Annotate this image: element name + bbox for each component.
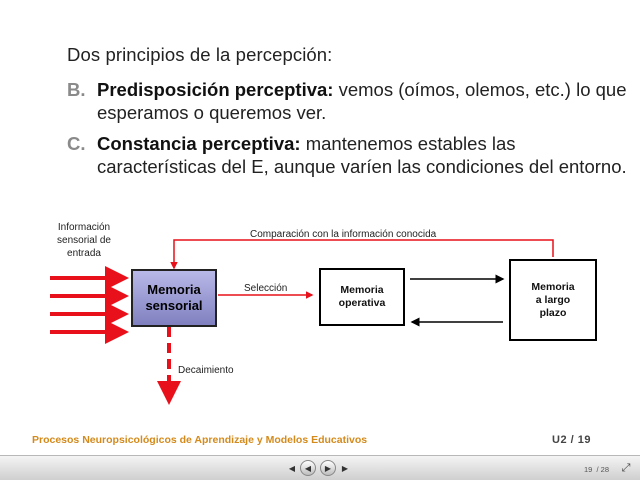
box-label-line: a largo <box>535 293 571 306</box>
player-bar <box>0 455 640 480</box>
input-label-line: sensorial de <box>57 235 111 246</box>
counter-current: 19 <box>584 465 593 474</box>
next-icon[interactable]: ▶ <box>320 460 336 476</box>
fullscreen-icon[interactable]: ⤢ <box>621 462 631 474</box>
selection-label: Selección <box>244 283 288 294</box>
previous-icon[interactable]: ◀ <box>300 460 316 476</box>
box-label-line: Memoria <box>340 284 384 296</box>
principle-b-letter: B. <box>67 79 86 100</box>
slide-page-label: U2 / 19 <box>552 434 591 446</box>
input-label-line: Información <box>57 222 111 233</box>
skip-last-icon[interactable]: ▶ <box>341 463 349 473</box>
box-label-line: Memoria <box>531 280 575 293</box>
long-term-memory-box <box>509 259 597 341</box>
slide-counter <box>584 465 609 474</box>
principle-b-title: Predisposición perceptiva: <box>97 79 334 100</box>
principle-b-text: vemos (oímos, olemos, etc.) lo que esperamos o queremos ver. <box>97 79 627 123</box>
principle-c-text: mantenemos estables las características del E, aunque varíen las condiciones del entorno. <box>97 133 627 177</box>
skip-first-icon[interactable]: ◀​ <box>288 463 296 473</box>
principle-c <box>67 132 627 178</box>
box-label-line: plazo <box>539 306 567 319</box>
principle-c-letter: C. <box>67 133 86 154</box>
principle-c-title: Constancia perceptiva: <box>97 133 301 154</box>
principle-c-body <box>97 132 627 178</box>
counter-total: / 28 <box>596 465 610 474</box>
box-label-line: operativa <box>338 297 386 309</box>
sensory-memory-box <box>131 269 217 327</box>
decay-label: Decaimiento <box>178 365 234 376</box>
box-label-line: sensorial <box>145 298 203 313</box>
memory-diagram <box>0 215 640 415</box>
input-label-line: entrada <box>67 248 101 259</box>
working-memory-box <box>319 268 405 326</box>
box-label-line: Memoria <box>147 282 201 297</box>
input-label <box>44 221 124 260</box>
principle-b-body <box>97 78 627 124</box>
principle-b <box>67 78 627 124</box>
feedback-label: Comparación con la información conocida <box>250 229 437 240</box>
feedback-arrow <box>174 240 553 268</box>
course-title: Procesos Neuropsicológicos de Aprendizaje y Modelos Educativos <box>32 434 368 446</box>
slide-heading: Dos principios de la percepción: <box>67 44 333 65</box>
